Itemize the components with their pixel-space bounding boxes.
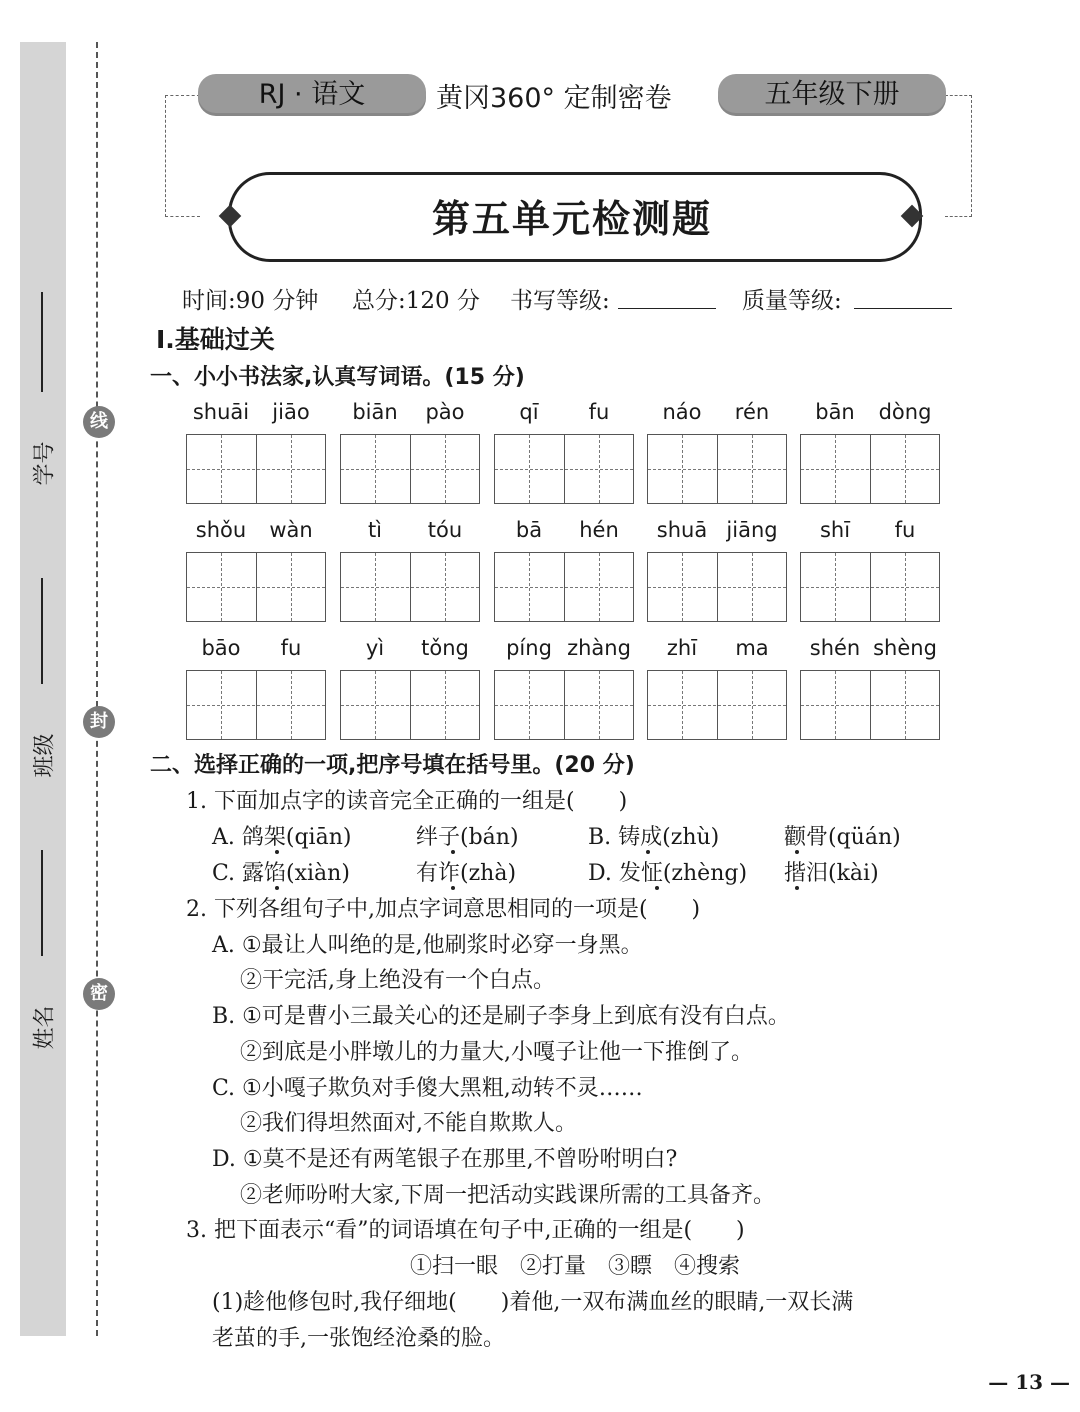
- writing-box[interactable]: [647, 670, 787, 740]
- pinyin-label: fu: [588, 400, 610, 424]
- name-label: 姓名: [32, 1005, 58, 1050]
- quality-grade-label: 质量等级:: [742, 288, 842, 314]
- q2-1-option-d1: D. 发怔(zhèng): [588, 861, 748, 886]
- q2-1-option-a1: A. 鸽架(qiān): [212, 825, 352, 850]
- q2-2-option-b1: B. ①可是曹小三最关心的还是刷子李身上到底有没有白点。: [212, 1004, 790, 1029]
- pinyin-label: fu: [894, 518, 916, 542]
- pinyin-label: shǒu: [195, 518, 247, 542]
- q2-2-option-a2: ②干完活,身上绝没有一个白点。: [240, 968, 555, 993]
- emphasis-dot: [451, 850, 455, 854]
- q2-1-option-b1: B. 铸成(zhù): [588, 825, 720, 850]
- writing-box[interactable]: [494, 670, 634, 740]
- pinyin-label: fu: [280, 636, 302, 660]
- pinyin-label: jiāng: [726, 518, 778, 542]
- subject-pill: RJ · 语文: [198, 74, 426, 116]
- writing-box[interactable]: [340, 434, 480, 504]
- emphasis-dot: [275, 886, 279, 890]
- pinyin-label: rén: [734, 400, 770, 424]
- writing-box[interactable]: [647, 552, 787, 622]
- grade-pill: 五年级下册: [718, 74, 946, 116]
- binding-cut-line: [96, 42, 98, 1336]
- pinyin-label: tǒng: [421, 636, 469, 660]
- q2-3-sentence-1-cont: 老茧的手,一张饱经沧桑的脸。: [212, 1326, 505, 1351]
- pinyin-label: náo: [662, 400, 702, 424]
- pinyin-label: píng: [506, 636, 552, 660]
- q2-1-option-d2: 揩汨(kài): [784, 861, 879, 886]
- pinyin-label: yì: [365, 636, 385, 660]
- pinyin-label: shèng: [873, 636, 937, 660]
- writing-box[interactable]: [800, 434, 940, 504]
- q2-2-option-d1: D. ①莫不是还有两笔银子在那里,不曾吩咐明白?: [212, 1147, 678, 1172]
- writing-box[interactable]: [800, 552, 940, 622]
- writing-box[interactable]: [800, 670, 940, 740]
- pinyin-label: bā: [515, 518, 543, 542]
- question-1-title: 一、小小书法家,认真写词语。(15 分): [150, 365, 525, 390]
- section-basic-title: Ⅰ.基础过关: [156, 325, 275, 354]
- q2-2-option-a1: A. ①最让人叫绝的是,他刷浆时必穿一身黑。: [212, 933, 643, 958]
- pinyin-label: shī: [819, 518, 851, 542]
- pinyin-label: wàn: [269, 518, 313, 542]
- emphasis-dot: [655, 886, 659, 890]
- writing-grade-blank[interactable]: [618, 308, 716, 309]
- q2-2-stem: 2. 下列各组句子中,加点字词意思相同的一项是( ): [186, 897, 701, 922]
- class-line: [41, 578, 43, 684]
- pinyin-label: shén: [809, 636, 861, 660]
- emphasis-dot: [275, 850, 279, 854]
- pinyin-label: biān: [352, 400, 398, 424]
- emphasis-dot: [795, 850, 799, 854]
- q2-1-option-c2: 有诈(zhà): [416, 861, 517, 886]
- emphasis-dot: [646, 850, 650, 854]
- seal-line-badge: 线: [83, 406, 115, 438]
- pinyin-label: bān: [815, 400, 855, 424]
- class-label: 班级: [32, 733, 58, 778]
- writing-box[interactable]: [186, 552, 326, 622]
- page-number: — 13 —: [988, 1370, 1070, 1394]
- writing-box[interactable]: [494, 434, 634, 504]
- writing-box[interactable]: [494, 552, 634, 622]
- pinyin-label: dòng: [878, 400, 932, 424]
- page-title: 第五单元检测题: [431, 196, 712, 241]
- pinyin-label: shuā: [656, 518, 708, 542]
- writing-grade-label: 书写等级:: [510, 288, 610, 314]
- student-id-line: [41, 292, 43, 392]
- student-id-label: 学号: [32, 441, 58, 486]
- q2-1-option-c1: C. 露馅(xiàn): [212, 861, 350, 886]
- writing-box[interactable]: [340, 552, 480, 622]
- seal-seal-badge: 封: [83, 706, 115, 738]
- q2-2-option-c1: C. ①小嘎子欺负对手傻大黑粗,动转不灵……: [212, 1076, 643, 1101]
- q2-2-option-b2: ②到底是小胖墩儿的力量大,小嘎子让他一下推倒了。: [240, 1040, 753, 1065]
- exam-time: 时间:90 分钟: [182, 288, 319, 314]
- writing-box[interactable]: [186, 670, 326, 740]
- q2-1-option-b2: 颧骨(qüán): [784, 825, 901, 850]
- emphasis-dot: [451, 886, 455, 890]
- q2-1-option-a2: 绊子(bán): [416, 825, 519, 850]
- exam-total-score: 总分:120 分: [352, 288, 480, 314]
- name-line: [41, 850, 43, 956]
- q2-1-stem: 1. 下面加点字的读音完全正确的一组是( ): [186, 789, 628, 814]
- series-title: 黄冈360° 定制密卷: [436, 83, 672, 114]
- emphasis-dot: [795, 886, 799, 890]
- q2-3-stem: 3. 把下面表示“看”的词语填在句子中,正确的一组是( ): [186, 1218, 745, 1243]
- pinyin-label: zhī: [666, 636, 698, 660]
- pinyin-label: tì: [367, 518, 383, 542]
- pinyin-label: pào: [425, 400, 465, 424]
- pinyin-label: tóu: [427, 518, 463, 542]
- pinyin-label: zhàng: [567, 636, 631, 660]
- seal-secret-badge: 密: [83, 978, 115, 1010]
- writing-box[interactable]: [647, 434, 787, 504]
- pinyin-label: jiāo: [272, 400, 310, 424]
- pinyin-label: qī: [519, 400, 539, 424]
- pinyin-label: bāo: [201, 636, 241, 660]
- pinyin-label: ma: [735, 636, 769, 660]
- writing-box[interactable]: [340, 670, 480, 740]
- q2-3-word-options: ①扫一眼 ②打量 ③瞟 ④搜索: [410, 1254, 741, 1279]
- q2-2-option-c2: ②我们得坦然面对,不能自欺欺人。: [240, 1111, 577, 1136]
- header-frame-right: [945, 95, 972, 217]
- binding-strip: [20, 42, 66, 1336]
- quality-grade-blank[interactable]: [854, 308, 952, 309]
- header-frame-left: [165, 95, 200, 217]
- question-2-title: 二、选择正确的一项,把序号填在括号里。(20 分): [150, 753, 635, 778]
- q2-2-option-d2: ②老师吩咐大家,下周一把活动实践课所需的工具备齐。: [240, 1183, 775, 1208]
- q2-3-sentence-1: (1)趁他修包时,我仔细地( )着他,一双布满血丝的眼睛,一双长满: [212, 1290, 854, 1315]
- pinyin-label: shuāi: [192, 400, 250, 424]
- writing-box[interactable]: [186, 434, 326, 504]
- pinyin-label: hén: [579, 518, 619, 542]
